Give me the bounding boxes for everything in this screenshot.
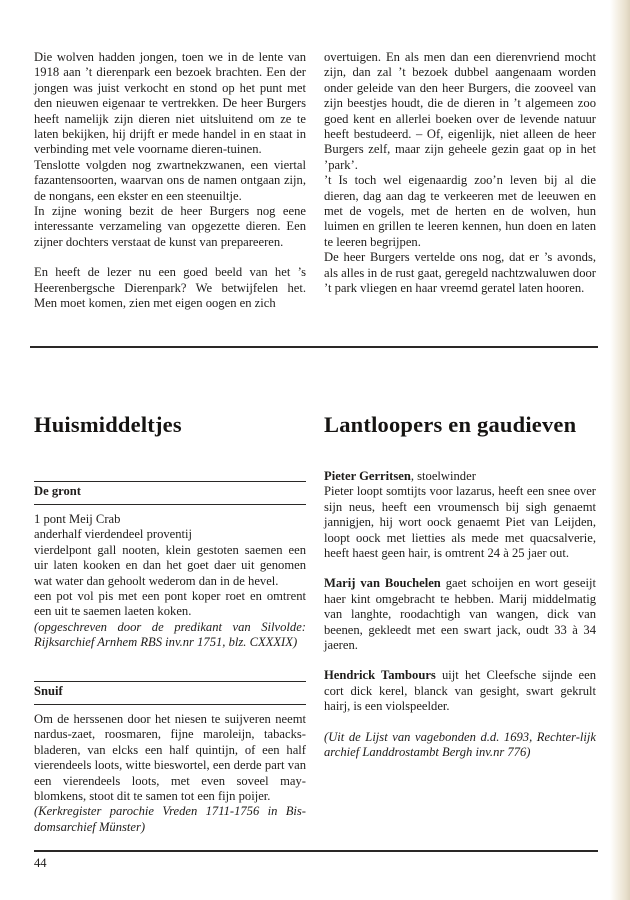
recipe-snuif: [34, 712, 306, 835]
article-paragraph: Die wolven hadden jongen, toen we in de lente van 1918 aan ’t dierenpark een bezoek brachten. Een der jongen was juist verkocht en stond op het punt met den nieuwen eigenaar te vertrekken. De heer Burgers heeft namelijk zijn dieren niet uitsluitend om ze te laten bekijken, hij drijft er mede handel in en staat in verbinding met vele voorname dieren-tuinen.: [34, 50, 306, 157]
vagabond-entry: [324, 469, 596, 561]
page-edge-shadow: [610, 0, 630, 900]
vagabond-description: Pieter loopt somtijts voor lazarus, heeft een snee over sijn neus, heeft een vroumensch bij sigh genaemt jannigjen, hij wort oock genaemt Piet van Leijden, loopt oock met lietties als mede met quacsalverie, heeft haest geen hair, is omtrent 24 à 25 jaer out.: [324, 484, 596, 561]
vagabond-list: [324, 469, 596, 761]
recipe-line: 1 pont Meij Crab: [34, 512, 121, 526]
vagabond-source: (Uit de Lijst van vagebonden d.d. 1693, Rechter-lijk archief Landdrostambt Bergh inv.nr 776): [324, 729, 596, 760]
recipe-rule-bottom: [34, 704, 306, 705]
recipe-rule-top: [34, 481, 306, 482]
recipe-rule-bottom: [34, 504, 306, 505]
recipe-body: een pot vol pis met een pont koper roet en omtrent een uit te saemen laeten koken.: [34, 589, 306, 619]
recipe-source: (Kerkregister parochie Vreden 1711-1756 in Bis-domsarchief Münster): [34, 804, 306, 834]
vagabond-name: Marij van Bouchelen: [324, 576, 441, 591]
article-paragraph: Tenslotte volgden nog zwartnekzwanen, een viertal fazantensoorten, waarvan ons de namen ontgaan zijn, de nongans, een ekster en een steenuiltje.: [34, 157, 306, 203]
vagabond-entry: [324, 668, 596, 714]
recipe-body: Om de herssenen door het niesen te suijveren neemt nardus-zaet, roosmaren, fijne maroleijn, tabacks-bladeren, van elcks een half quintijn, of een half vierendeels loots, witte bieswortel, een derde part van een vierendeels loots, met even soveel may-blomkens, stoot dit te samen tot een fijn poijer.: [34, 712, 306, 804]
article-left-column: [34, 50, 306, 312]
recipe-source: (opgeschreven door de predikant van Silvolde: Rijksarchief Arnhem RBS inv.nr 1751, blz. CXXXIX): [34, 619, 306, 650]
page-number: 44: [34, 856, 47, 870]
article-paragraph: In zijne woning bezit de heer Burgers nog eene interessante verzameling van opgezette dieren. Een zijner dochters verstaat de kunst van prepareeren.: [34, 204, 306, 249]
section-title-lantloopers: Lantloopers en gaudieven: [324, 412, 577, 437]
footer-rule: [34, 850, 598, 852]
section-title-huismiddeltjes: Huismiddeltjes: [34, 412, 182, 437]
recipe-title: Snuif: [34, 684, 63, 698]
recipe-body: vierdelpont gall nooten, klein gestoten saemen een uir laten kooken en dan het goet daer uit genomen wat water dan gehoolt wederom dan in de hevel.: [34, 542, 306, 588]
vagabond-occupation: , stoelwinder: [410, 469, 476, 483]
article-paragraph: De heer Burgers vertelde ons nog, dat er ’s avonds, als alles in de rust gaat, geregeld nachtzwaluwen door ’t park vliegen en haar vreemd geratel laten hooren.: [324, 250, 596, 296]
recipe-de-gront: [34, 512, 306, 651]
recipe-line: anderhalf vierdendeel proventij: [34, 527, 193, 542]
article-paragraph: ’t Is toch wel eigenaardig zoo’n leven bij al die dieren, dag aan dag te verkeeren met de leeuwen en met de vogels, met de herten en de wolven, hun luimen en grillen te leeren kennen, hun doen en laten te leeren begrijpen.: [324, 173, 596, 249]
vagabond-description: gaet schoijen en wort geseijt haer kint omgebracht te hebben. Marij middelmatig van langhte, roodachtigh van wangen, dick van beenen, gekleedt met een swart jack, oudt 33 à 34 jaeren.: [324, 576, 596, 653]
recipe-rule-top: [34, 681, 306, 682]
vagabond-name: Pieter Gerritsen: [324, 469, 411, 483]
article-paragraph: En heeft de lezer nu een goed beeld van het ’s Heerenbergsche Dierenpark? We betwijfelen het. Men moet komen, zien met eigen oogen en zich: [34, 265, 306, 311]
article-paragraph: overtuigen. En als men dan een dierenvriend mocht zijn, dan zal ’t bezoek dubbel aangenaam worden onder geleide van den heer Burgers, die zooveel van zijn beestjes houdt, die de dieren in ’t algemeen zoo goed kent en allerlei boeken over de levende natuur heeft bestudeerd. – Of, eigenlijk, niet alleen de heer Burgers zelf, maar zijn geheele gezin gaat op in het ’park’.: [324, 50, 596, 172]
recipe-title: De gront: [34, 484, 81, 498]
vagabond-entry: [324, 576, 596, 653]
section-divider: [30, 346, 598, 348]
article-right-column: [324, 50, 596, 297]
vagabond-name: Hendrick Tambours: [324, 668, 436, 683]
vagabond-description: uijt het Cleefsche sijnde een cort dick kerel, blanck van gesight, swart gekrult hairj, is een violspeelder.: [324, 668, 596, 714]
